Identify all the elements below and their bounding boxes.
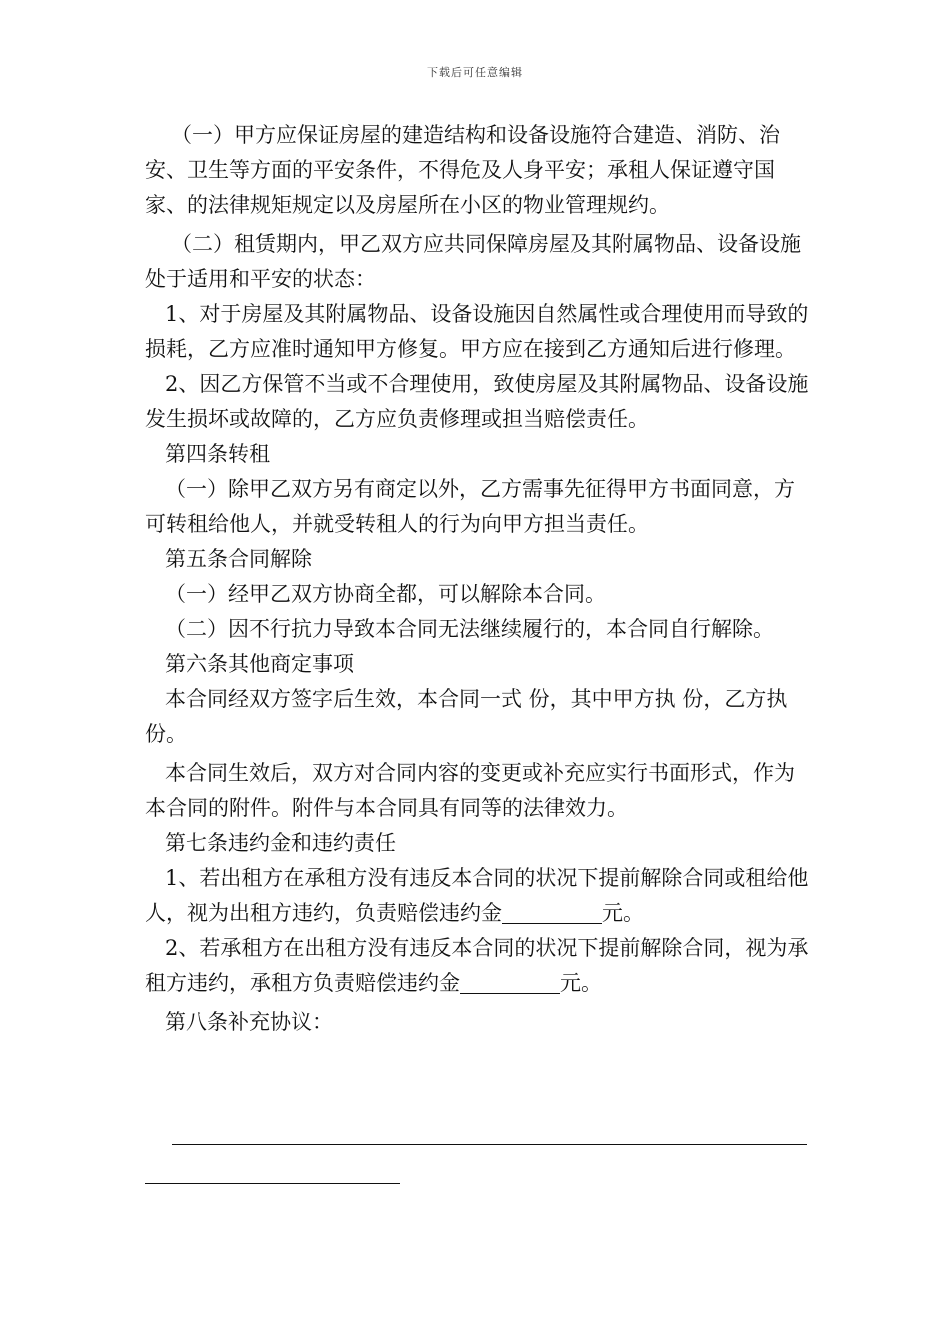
section-heading: 第五条合同解除	[165, 547, 312, 571]
header-note: 下载后可任意编辑	[427, 66, 523, 79]
clause-paragraph: （一）经甲乙双方协商全都，可以解除本合同。	[165, 582, 606, 606]
section-heading: 第六条其他商定事项	[165, 652, 354, 676]
penalty-text: 2、若承租方在出租方没有违反本合同的状况下提前解除合同，视为承租方违约，承租方负责赔偿违约金	[145, 936, 809, 995]
penalty-amount-blank[interactable]	[460, 971, 560, 994]
clause-paragraph: （二）因不行抗力导致本合同无法继续履行的，本合同自行解除。	[165, 617, 774, 641]
supplement-blank-line[interactable]	[172, 1144, 807, 1145]
section-heading: 第七条违约金和违约责任	[165, 831, 396, 855]
penalty-text: 1、若出租方在承租方没有违反本合同的状况下提前解除合同或租给他人，视为出租方违约，负责赔偿违约金	[145, 866, 809, 925]
clause-paragraph: 2、因乙方保管不当或不合理使用，致使房屋及其附属物品、设备设施发生损坏或故障的，乙方应负责修理或担当赔偿责任。	[145, 372, 809, 431]
penalty-amount-blank[interactable]	[502, 901, 602, 924]
section-heading: 第四条转租	[165, 442, 270, 466]
clause-paragraph: （二）租赁期内，甲乙双方应共同保障房屋及其附属物品、设备设施处于适用和平安的状态：	[145, 232, 801, 291]
penalty-unit: 元。	[602, 901, 644, 925]
penalty-clause-1	[145, 861, 810, 931]
clause-paragraph: （一）除甲乙双方另有商定以外，乙方需事先征得甲方书面同意，方可转租给他人，并就受转租人的行为向甲方担当责任。	[145, 477, 795, 536]
penalty-clause-2	[145, 931, 810, 1001]
document-body	[145, 118, 810, 1040]
clause-paragraph: 本合同生效后，双方对合同内容的变更或补充应实行书面形式，作为本合同的附件。附件与本合同具有同等的法律效力。	[145, 761, 795, 820]
clause-paragraph: 1、对于房屋及其附属物品、设备设施因自然属性或合理使用而导致的损耗，乙方应准时通知甲方修复。甲方应在接到乙方通知后进行修理。	[145, 302, 809, 361]
clause-paragraph: （一）甲方应保证房屋的建造结构和设备设施符合建造、消防、治安、卫生等方面的平安条件，不得危及人身平安；承租人保证遵守国家、的法律规矩规定以及房屋所在小区的物业管理规约。	[145, 123, 780, 217]
clause-paragraph: 本合同经双方签字后生效，本合同一式 份，其中甲方执 份，乙方执 份。	[145, 687, 788, 746]
penalty-unit: 元。	[560, 971, 602, 995]
supplement-blank-line[interactable]	[145, 1183, 400, 1184]
section-heading: 第八条补充协议：	[165, 1010, 333, 1034]
